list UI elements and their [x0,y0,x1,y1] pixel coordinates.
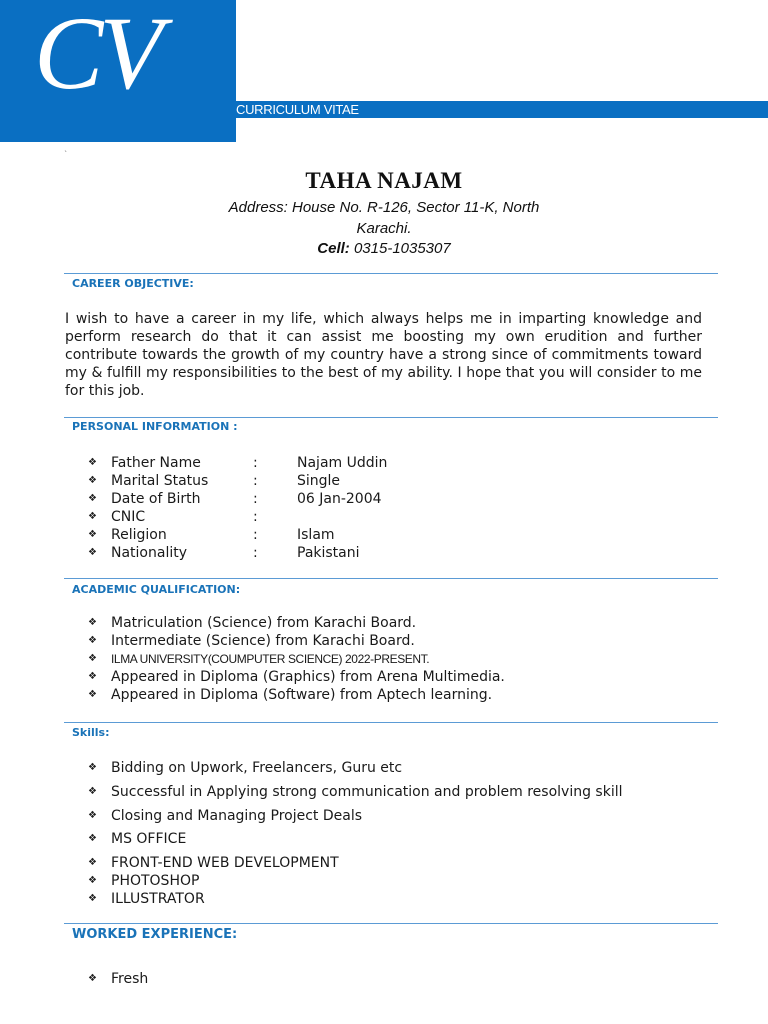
diamond-bullet-icon: ❖ [88,689,97,700]
field-label: Nationality [111,545,188,561]
list-item [88,490,387,508]
diamond-bullet-icon: ❖ [88,475,97,486]
diamond-bullet-icon: ❖ [88,617,97,628]
field-value: Single [297,473,341,489]
field-value: 06 Jan-2004 [297,491,382,507]
field-label: Date of Birth [111,491,201,507]
section-divider [64,923,718,924]
field-separator: : [253,491,258,507]
diamond-bullet-icon: ❖ [88,635,97,646]
career-objective-heading: CAREER OBJECTIVE: [72,277,194,290]
section-divider [64,273,718,274]
list-item [88,759,623,783]
field-value: Islam [297,527,335,543]
diamond-bullet-icon: ❖ [88,875,97,886]
field-value: Pakistani [297,545,360,561]
list-item-text: PHOTOSHOP [111,873,200,889]
academic-qualification-list [88,614,505,704]
career-objective-text: I wish to have a career in my life, which always helps me in imparting knowledge and perform research do that it can assist me boosting my own erudition and further contribute towards the growth of my country have a strong since of commitments toward my & fulfill my responsibilities to the best of my ability. I hope that you will consider to me for this job. [65,311,702,399]
list-item-text: ILMA UNIVERSITY(COUMPUTER SCIENCE) 2022-PRESENT. [111,652,430,666]
diamond-bullet-icon: ❖ [88,973,97,984]
list-item-text: MS OFFICE [111,831,187,847]
cell-value: 0315-1035307 [349,240,451,257]
diamond-bullet-icon: ❖ [88,893,97,904]
candidate-cell [0,240,768,257]
cv-logo-box [0,0,236,142]
section-divider [64,722,718,723]
academic-qualification-heading: ACADEMIC QUALIFICATION: [72,583,241,596]
list-item-text: Intermediate (Science) from Karachi Board. [111,633,415,649]
diamond-bullet-icon: ❖ [88,671,97,682]
list-item [88,508,387,526]
field-label: CNIC [111,509,146,525]
list-item-text: Appeared in Diploma (Graphics) from Arena Multimedia. [111,669,505,685]
diamond-bullet-icon: ❖ [88,857,97,868]
list-item-text: Bidding on Upwork, Freelancers, Guru etc [111,760,403,776]
section-divider [64,417,718,418]
diamond-bullet-icon: ❖ [88,457,97,468]
list-item [88,472,387,490]
list-item [88,890,623,908]
list-item [88,454,387,472]
field-label: Father Name [111,455,201,471]
personal-information-heading: PERSONAL INFORMATION : [72,420,238,433]
skills-list [88,759,623,908]
field-separator: : [253,545,258,561]
list-item [88,807,623,830]
list-item [88,668,505,686]
field-separator: : [253,473,258,489]
cv-logo-text: CV [34,0,159,111]
list-item-text: Appeared in Diploma (Software) from Aptech learning. [111,687,493,703]
field-value: Najam Uddin [297,455,388,471]
list-item-text: Closing and Managing Project Deals [111,808,363,824]
field-separator: : [253,527,258,543]
list-item [88,632,505,650]
list-item-text: Successful in Applying strong communication and problem resolving skill [111,784,623,800]
cell-label: Cell: [317,240,350,257]
list-item [88,650,505,668]
field-label: Religion [111,527,167,543]
diamond-bullet-icon: ❖ [88,493,97,504]
list-item [88,970,148,988]
list-item [88,783,623,807]
diamond-bullet-icon: ❖ [88,653,97,664]
list-item [88,854,623,872]
diamond-bullet-icon: ❖ [88,762,97,773]
worked-experience-heading: WORKED EXPERIENCE: [72,927,238,942]
diamond-bullet-icon: ❖ [88,810,97,821]
header-subtitle: CURRICULUM VITAE [236,102,359,117]
list-item-text: ILLUSTRATOR [111,891,205,907]
list-item [88,686,505,704]
stray-mark: ` [64,150,68,159]
diamond-bullet-icon: ❖ [88,529,97,540]
candidate-address: Address: House No. R-126, Sector 11-K, North Karachi. [228,199,540,237]
list-item-text: FRONT-END WEB DEVELOPMENT [111,855,339,871]
field-separator: : [253,509,258,525]
section-divider [64,578,718,579]
skills-heading: Skills: [72,726,110,739]
worked-experience-list [88,970,148,988]
list-item [88,526,387,544]
field-separator: : [253,455,258,471]
list-item [88,872,623,890]
diamond-bullet-icon: ❖ [88,786,97,797]
list-item-text: Fresh [111,971,149,987]
list-item-text: Matriculation (Science) from Karachi Board. [111,615,417,631]
diamond-bullet-icon: ❖ [88,547,97,558]
list-item [88,830,623,854]
diamond-bullet-icon: ❖ [88,833,97,844]
candidate-name: TAHA NAJAM [305,168,463,193]
list-item [88,614,505,632]
field-label: Marital Status [111,473,209,489]
list-item [88,544,387,562]
diamond-bullet-icon: ❖ [88,511,97,522]
personal-information-list [88,454,387,562]
